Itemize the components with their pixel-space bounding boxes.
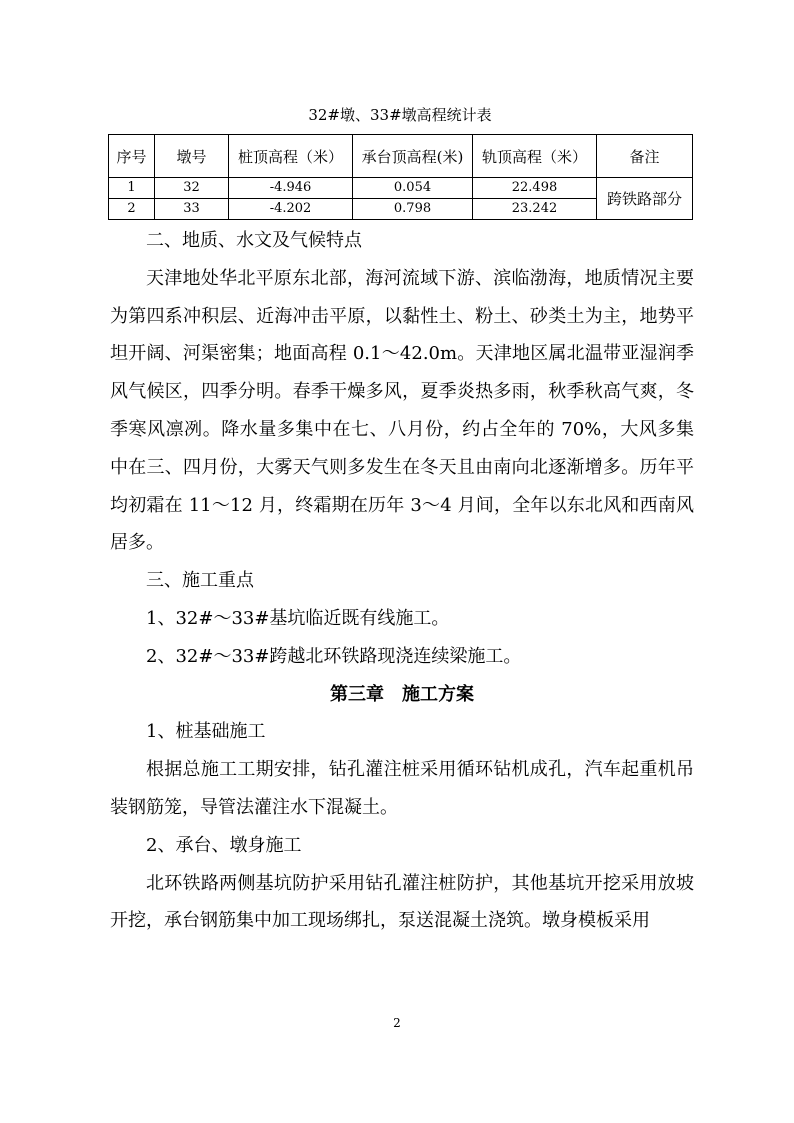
chapter-title: 施工方案 — [402, 683, 474, 705]
table-cell: 22.498 — [473, 178, 597, 199]
chapter-number: 第三章 — [330, 683, 384, 705]
header-cell-index: 序号 — [109, 135, 155, 178]
header-cell-rail-top: 轨顶高程（米） — [473, 135, 597, 178]
list-item: 2、32#～33#跨越北环铁路现浇连续梁施工。 — [146, 645, 522, 667]
table-row — [109, 178, 693, 199]
table-cell: 33 — [155, 199, 229, 220]
header-cell-cap-top: 承台顶高程(米) — [353, 135, 473, 178]
table-cell: 0.798 — [353, 199, 473, 220]
table-cell: -4.202 — [229, 199, 353, 220]
section-heading-key-points: 三、施工重点 — [146, 570, 254, 592]
paragraph-cap-pier: 北环铁路两侧基坑防护采用钻孔灌注桩防护，其他基坑开挖采用放坡开挖，承台钢筋集中加工现场绑扎，泵送混凝土浇筑。墩身模板采用 — [110, 872, 694, 932]
header-cell-remark: 备注 — [597, 135, 693, 178]
body-text — [110, 222, 694, 940]
table-cell: -4.946 — [229, 178, 353, 199]
section-heading-geology: 二、地质、水文及气候特点 — [146, 230, 362, 251]
table-cell: 0.054 — [353, 178, 473, 199]
subsection-heading-pile: 1、桩基础施工 — [146, 721, 266, 743]
paragraph-pile: 根据总施工工期安排，钻孔灌注桩采用循环钻机成孔，汽车起重机吊装钢筋笼，导管法灌注水下混凝土。 — [110, 759, 694, 818]
paragraph-geology: 天津地处华北平原东北部，海河流域下游、滨临渤海，地质情况主要为第四系冲积层、近海冲击平原，以黏性土、粉土、砂类土为主，地势平坦开阔、河渠密集；地面高程 0.1～42.0m。天津地区属北温带亚湿润季风气候区，四季分明。春季干燥多风，夏季炎热多雨，秋季秋高气爽，冬季寒风凛冽。降水量多集中在七、八月份，约占全年的 70%，大风多集中在三、四月份，大雾天气则多发生在冬天且由南向北逐渐增多。历年平均初霜在 11～12 月，终霜期在历年 3～4 月间，全年以东北风和西南风居多。 — [110, 267, 694, 554]
table-title: 32#墩、33#墩高程统计表 — [308, 106, 492, 124]
header-cell-pile-top: 桩顶高程（米） — [229, 135, 353, 178]
elevation-table — [108, 134, 693, 220]
list-item: 1、32#～33#基坑临近既有线施工。 — [146, 607, 450, 629]
page-number: 2 — [393, 1016, 401, 1030]
table-cell: 1 — [109, 178, 155, 199]
table-header-row — [109, 135, 693, 178]
table-cell: 2 — [109, 199, 155, 220]
table-cell: 32 — [155, 178, 229, 199]
chapter-heading — [110, 676, 694, 714]
subsection-heading-cap-pier: 2、承台、墩身施工 — [146, 834, 302, 856]
remark-cell: 跨铁路部分 — [597, 178, 693, 220]
table-cell: 23.242 — [473, 199, 597, 220]
header-cell-pier: 墩号 — [155, 135, 229, 178]
